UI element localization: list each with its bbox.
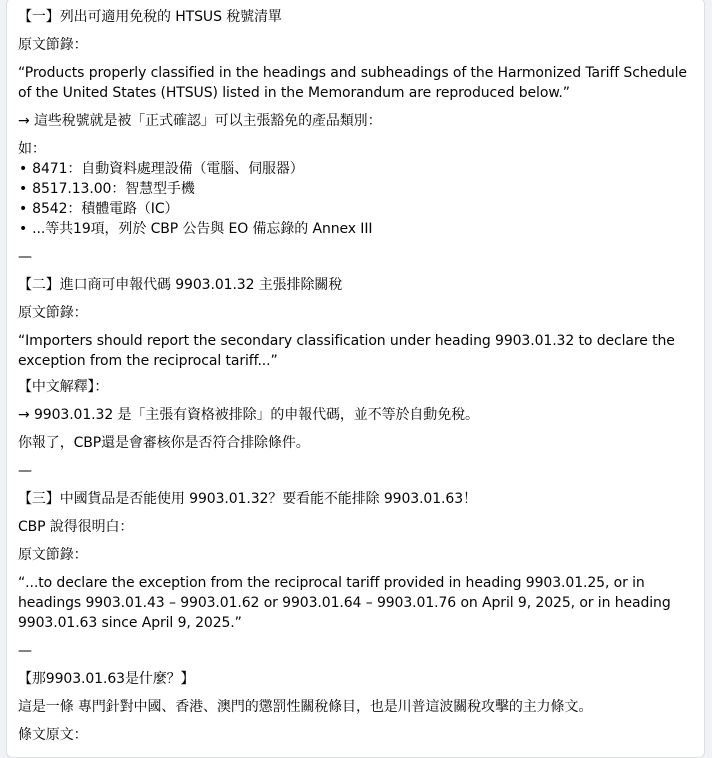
divider: — — [18, 463, 32, 479]
section2-heading: 【二】進口商可申報代碼 9903.01.32 主張排除關稅 — [18, 277, 343, 293]
section2-explain-1: → 9903.01.32 是「主張有資格被排除」的申報代碼，並不等於自動免稅。 — [18, 407, 479, 423]
section4-clause-label: 條文原文： — [18, 727, 88, 743]
divider: — — [18, 643, 32, 659]
section2-explain-2: 你報了，CBP還是會審核你是否符合排除條件。 — [18, 435, 310, 451]
section2-explain-label: 【中文解釋】： — [18, 379, 109, 395]
section1-example-label: 如： — [18, 141, 46, 157]
divider: — — [18, 249, 32, 265]
section2-quote: “Importers should report the secondary classification under heading 9903.01.32 to declare the exception from the reciprocal tariff...” — [18, 333, 675, 369]
list-item: • 8471：自動資料處理設備（電腦、伺服器） — [18, 159, 690, 179]
section3-excerpt-label: 原文節錄： — [18, 547, 88, 563]
post-body — [18, 7, 690, 745]
list-item: • ...等共19項，列於 CBP 公告與 EO 備忘錄的 Annex III — [18, 219, 690, 239]
section1-heading: 【一】列出可適用免稅的 HTSUS 稅號清單 — [18, 9, 282, 25]
section4-body: 這是一條 專門針對中國、香港、澳門的懲罰性關稅條目，也是川普這波關稅攻擊的主力條文。 — [18, 699, 593, 715]
section1-excerpt-label: 原文節錄： — [18, 37, 88, 53]
section1-quote: “Products properly classified in the headings and subheadings of the Harmonized Tariff Schedule of the United States (HTSUS) listed in the Memorandum are reproduced below.” — [18, 65, 687, 101]
section2-excerpt-label: 原文節錄： — [18, 305, 88, 321]
section3-heading: 【三】中國貨品是否能使用 9903.01.32？要看能不能排除 9903.01.63！ — [18, 491, 477, 507]
section1-note: → 這些稅號就是被「正式確認」可以主張豁免的產品類別： — [18, 113, 382, 129]
section3-intro: CBP 說得很明白： — [18, 519, 134, 535]
section4-heading: 【那9903.01.63是什麼？】 — [18, 671, 195, 687]
post-card — [6, 0, 705, 758]
section3-quote: “...to declare the exception from the reciprocal tariff provided in heading 9903.01.25, or in headings 9903.01.43 – 9903.01.62 or 9903.01.64 – 9903.01.76 on April 9, 2025, or in heading 9903.01.63 since April 9, 2025.” — [18, 575, 671, 631]
list-item: • 8517.13.00：智慧型手機 — [18, 179, 690, 199]
list-item: • 8542：積體電路（IC） — [18, 199, 690, 219]
